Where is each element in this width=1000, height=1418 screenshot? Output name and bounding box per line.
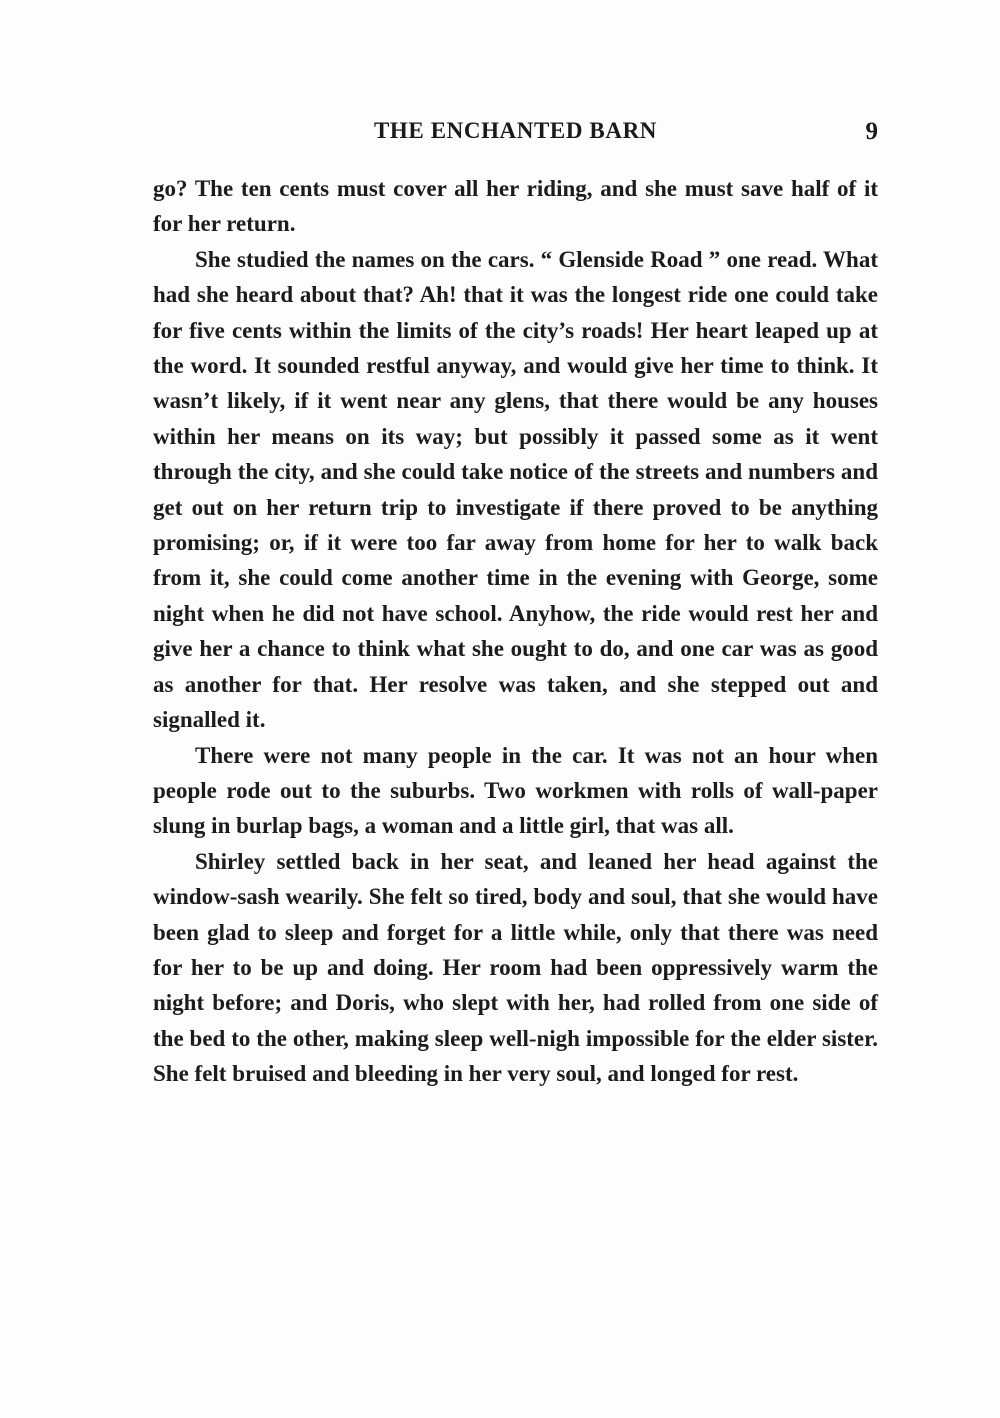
paragraph: She studied the names on the cars. “ Glenside Road ” one read. What had she heard about that? Ah! that it was the longest ride one could take for five cents within the limits of the city’s roads! Her heart leaped up at the word. It sounded restful anyway, and would give her time to think. It wasn’t likely, if it went near any glens, that there would be any houses within her means on its way; but possibly it passed some as it went through the city, and she could take notice of the streets and numbers and get out on her return trip to investigate if there proved to be anything promising; or, if it were too far away from home for her to walk back from it, she could come another time in the evening with George, some night when he did not have school. Anyhow, the ride would rest her and give her a chance to think what she ought to do, and one car was as good as another for that. Her resolve was taken, and she stepped out and signalled it. xyxy=(153,246,878,733)
paragraph: Shirley settled back in her seat, and leaned her head against the window-sash wearily. She felt so tired, body and soul, that she would have been glad to sleep and forget for a little while, only that there was need for her to be up and doing. Her room had been oppressively warm the night before; and Doris, who slept with her, had rolled from one side of the bed to the other, making sleep well-nigh impossible for the elder sister. She felt bruised and bleeding in her very soul, and longed for rest. xyxy=(153,848,878,1087)
paragraph: go? The ten cents must cover all her riding, and she must save half of it for her return. xyxy=(153,176,878,237)
page-number: 9 xyxy=(865,118,878,145)
running-title: THE ENCHANTED BARN xyxy=(373,118,657,143)
page-header xyxy=(153,118,878,154)
page-body xyxy=(153,171,878,1092)
paragraph: There were not many people in the car. It was not an hour when people rode out to the suburbs. Two workmen with rolls of wall-paper slung in burlap bags, a woman and a little girl, that was all. xyxy=(153,742,878,839)
